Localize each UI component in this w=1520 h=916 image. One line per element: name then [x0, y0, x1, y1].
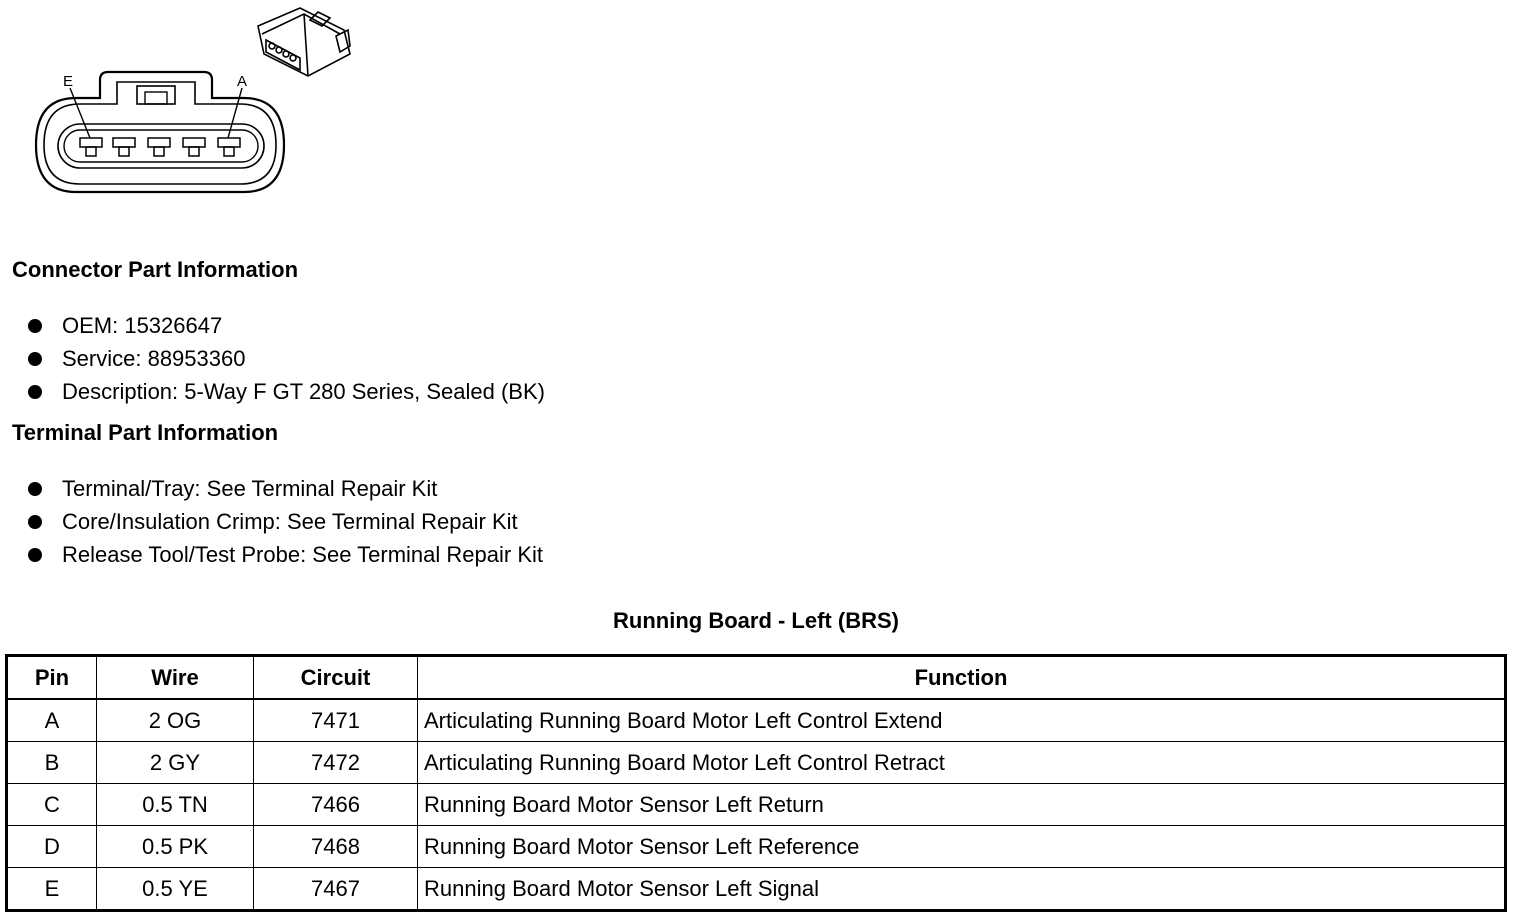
core-insulation-crimp: Core/Insulation Crimp: See Terminal Repair Kit — [62, 509, 518, 534]
header-wire: Wire — [97, 656, 254, 700]
header-function: Function — [418, 656, 1506, 700]
terminal-part-info-heading: Terminal Part Information — [12, 420, 279, 445]
cell-pin: D — [7, 826, 97, 868]
bullet-icon — [28, 352, 42, 366]
pin-e-label: E — [63, 73, 74, 90]
connector-isometric-icon — [258, 8, 350, 76]
table-header-row — [7, 656, 1506, 700]
list-item — [28, 538, 543, 571]
cell-pin: B — [7, 742, 97, 784]
cell-function: Running Board Motor Sensor Left Return — [418, 784, 1506, 826]
connector-description: Description: 5-Way F GT 280 Series, Sealed (BK) — [62, 379, 545, 404]
list-item — [28, 505, 543, 538]
bullet-icon — [28, 482, 42, 496]
cell-pin: C — [7, 784, 97, 826]
pin-a-label: A — [237, 73, 248, 90]
oem-number: OEM: 15326647 — [62, 313, 223, 338]
bullet-icon — [28, 385, 42, 399]
terminal-part-list — [28, 472, 543, 571]
cell-circuit: 7467 — [254, 868, 418, 911]
pinout-table — [5, 654, 1507, 912]
table-row — [7, 868, 1506, 911]
release-tool-test-probe: Release Tool/Test Probe: See Terminal Repair Kit — [62, 542, 543, 567]
cell-wire: 2 GY — [97, 742, 254, 784]
list-item — [28, 472, 543, 505]
cell-pin: E — [7, 868, 97, 911]
bullet-icon — [28, 319, 42, 333]
service-number: Service: 88953360 — [62, 346, 246, 371]
cell-function: Articulating Running Board Motor Left Control Retract — [418, 742, 1506, 784]
table-row — [7, 699, 1506, 742]
cell-wire: 0.5 PK — [97, 826, 254, 868]
header-pin: Pin — [7, 656, 97, 700]
cell-circuit: 7466 — [254, 784, 418, 826]
cell-circuit: 7472 — [254, 742, 418, 784]
list-item — [28, 309, 545, 342]
cell-wire: 0.5 YE — [97, 868, 254, 911]
list-item — [28, 375, 545, 408]
cell-function: Running Board Motor Sensor Left Reference — [418, 826, 1506, 868]
header-circuit: Circuit — [254, 656, 418, 700]
list-item — [28, 342, 545, 375]
connector-face-icon — [36, 72, 284, 192]
connector-part-info-heading: Connector Part Information — [12, 257, 299, 282]
table-row — [7, 742, 1506, 784]
cell-wire: 2 OG — [97, 699, 254, 742]
connector-part-list — [28, 309, 545, 408]
bullet-icon — [28, 548, 42, 562]
terminal-tray: Terminal/Tray: See Terminal Repair Kit — [62, 476, 438, 501]
cell-circuit: 7471 — [254, 699, 418, 742]
cell-pin: A — [7, 699, 97, 742]
connector-diagram — [0, 0, 380, 210]
cell-circuit: 7468 — [254, 826, 418, 868]
cell-function: Articulating Running Board Motor Left Control Extend — [418, 699, 1506, 742]
table-row — [7, 784, 1506, 826]
bullet-icon — [28, 515, 42, 529]
table-title: Running Board - Left (BRS) — [613, 608, 899, 633]
cell-wire: 0.5 TN — [97, 784, 254, 826]
cell-function: Running Board Motor Sensor Left Signal — [418, 868, 1506, 911]
table-row — [7, 826, 1506, 868]
